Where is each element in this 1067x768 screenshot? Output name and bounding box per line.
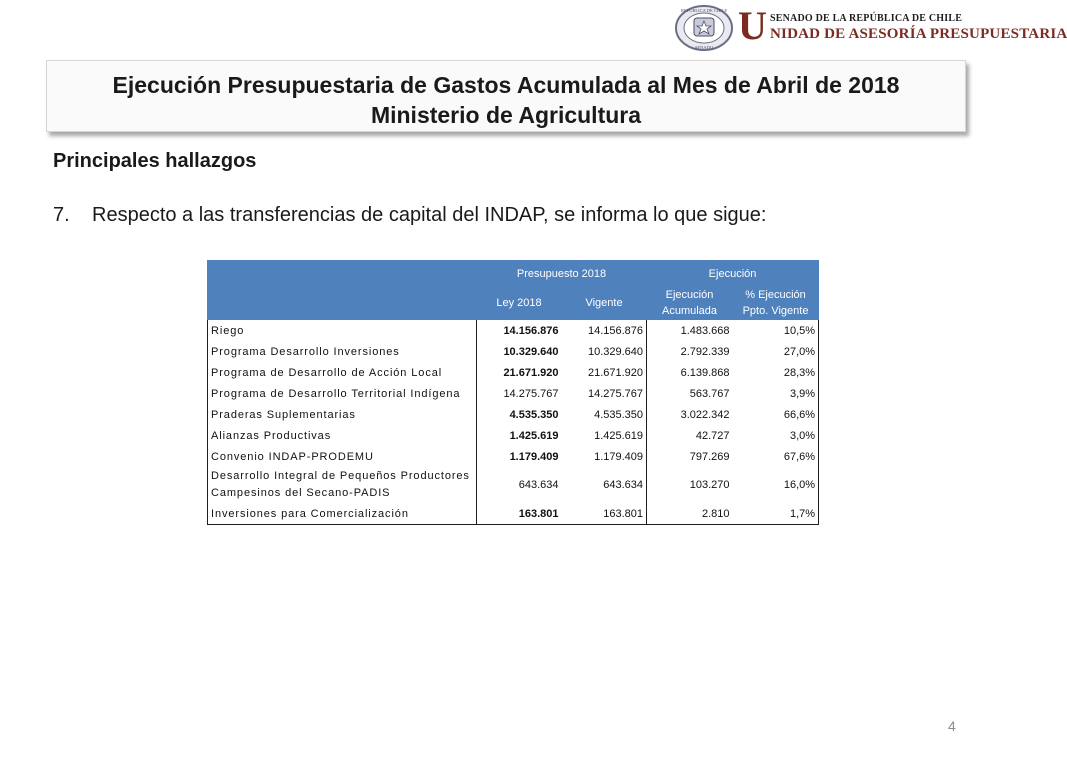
slide-title-box <box>46 60 966 132</box>
row-acumulada: 2.792.339 <box>680 345 730 358</box>
row-vigente: 14.156.876 <box>562 320 647 342</box>
row-name: Inversiones para Comercialización <box>208 503 477 525</box>
table-row <box>208 341 819 362</box>
row-pct: 10,5% <box>783 324 816 337</box>
slide-title-line-1: Ejecución Presupuestaria de Gastos Acumulada al Mes de Abril de 2018 <box>112 72 900 98</box>
row-vigente: 1.425.619 <box>562 425 647 446</box>
indap-transfers-table <box>207 260 819 525</box>
row-ley: 1.425.619 <box>509 429 559 442</box>
row-acumulada: 42.727 <box>695 429 730 442</box>
header-ley: Ley 2018 <box>477 287 562 320</box>
row-name: Riego <box>208 320 477 342</box>
row-acumulada: 6.139.868 <box>680 366 730 379</box>
row-ley: 14.275.767 <box>503 387 559 400</box>
logo-initial: U <box>738 3 767 48</box>
table-row <box>208 425 819 446</box>
row-vigente: 1.179.409 <box>562 446 647 467</box>
section-subheading: Principales hallazgos <box>53 150 257 172</box>
row-acumulada: 563.767 <box>689 387 730 400</box>
row-ley: 1.179.409 <box>509 450 559 463</box>
header-ejecucion-acumulada: Ejecución Acumulada <box>647 287 733 320</box>
row-pct: 16,0% <box>783 479 816 491</box>
senado-logo <box>672 2 1067 54</box>
row-name: Praderas Suplementarias <box>208 404 477 425</box>
row-ley: 21.671.920 <box>503 366 559 379</box>
row-name: Programa de Desarrollo de Acción Local <box>208 362 477 383</box>
numbered-point <box>53 204 766 227</box>
table-row <box>208 320 819 342</box>
row-name: Desarrollo Integral de Pequeños Productores Campesinos del Secano-PADIS <box>208 467 477 503</box>
slide-title-line-2: Ministerio de Agricultura <box>370 102 642 128</box>
row-vigente: 163.801 <box>562 503 647 525</box>
row-pct: 3,0% <box>789 429 816 442</box>
row-pct: 27,0% <box>783 345 816 358</box>
row-pct: 1,7% <box>789 507 816 520</box>
row-acumulada: 2.810 <box>701 507 730 520</box>
header-blank-cell <box>208 261 477 320</box>
row-vigente: 10.329.640 <box>562 341 647 362</box>
row-name: Convenio INDAP-PRODEMU <box>208 446 477 467</box>
header-ejecucion-group: Ejecución <box>647 261 819 287</box>
header-vigente: Vigente <box>562 287 647 320</box>
table-row <box>208 446 819 467</box>
row-ley: 10.329.640 <box>503 345 559 358</box>
logo-unidad-text: NIDAD DE ASESORÍA PRESUPUESTARIA <box>770 26 1067 42</box>
table-row <box>208 362 819 383</box>
svg-text:REPÚBLICA DE CHILE: REPÚBLICA DE CHILE <box>680 8 728 13</box>
row-pct: 67,6% <box>783 450 816 463</box>
page-number: 4 <box>948 718 956 734</box>
table-row <box>208 467 819 503</box>
row-ley: 4.535.350 <box>509 408 559 421</box>
row-vigente: 4.535.350 <box>562 404 647 425</box>
header-presupuesto-group: Presupuesto 2018 <box>477 261 647 287</box>
row-pct: 3,9% <box>789 387 816 400</box>
row-pct: 66,6% <box>783 408 816 421</box>
senate-seal-icon <box>674 4 734 52</box>
point-number: 7. <box>53 204 70 226</box>
row-acumulada: 103.270 <box>689 479 730 491</box>
row-ley: 643.634 <box>518 479 559 491</box>
row-vigente: 14.275.767 <box>562 383 647 404</box>
row-acumulada: 1.483.668 <box>680 324 730 337</box>
row-acumulada: 3.022.342 <box>680 408 730 421</box>
logo-senado-text: SENADO DE LA REPÚBLICA DE CHILE <box>770 13 963 24</box>
row-acumulada: 797.269 <box>689 450 730 463</box>
svg-text:SENADO: SENADO <box>694 45 714 50</box>
row-ley: 14.156.876 <box>503 324 559 337</box>
row-vigente: 21.671.920 <box>562 362 647 383</box>
row-ley: 163.801 <box>518 507 559 520</box>
row-name: Programa Desarrollo Inversiones <box>208 341 477 362</box>
table-row <box>208 404 819 425</box>
row-name: Alianzas Productivas <box>208 425 477 446</box>
table-row <box>208 503 819 525</box>
point-text: Respecto a las transferencias de capital del INDAP, se informa lo que sigue: <box>92 204 767 226</box>
header-pct-ejecucion: % Ejecución Ppto. Vigente <box>733 287 819 320</box>
row-pct: 28,3% <box>783 366 816 379</box>
row-vigente: 643.634 <box>562 467 647 503</box>
row-name: Programa de Desarrollo Territorial Indígena <box>208 383 477 404</box>
table-row <box>208 383 819 404</box>
